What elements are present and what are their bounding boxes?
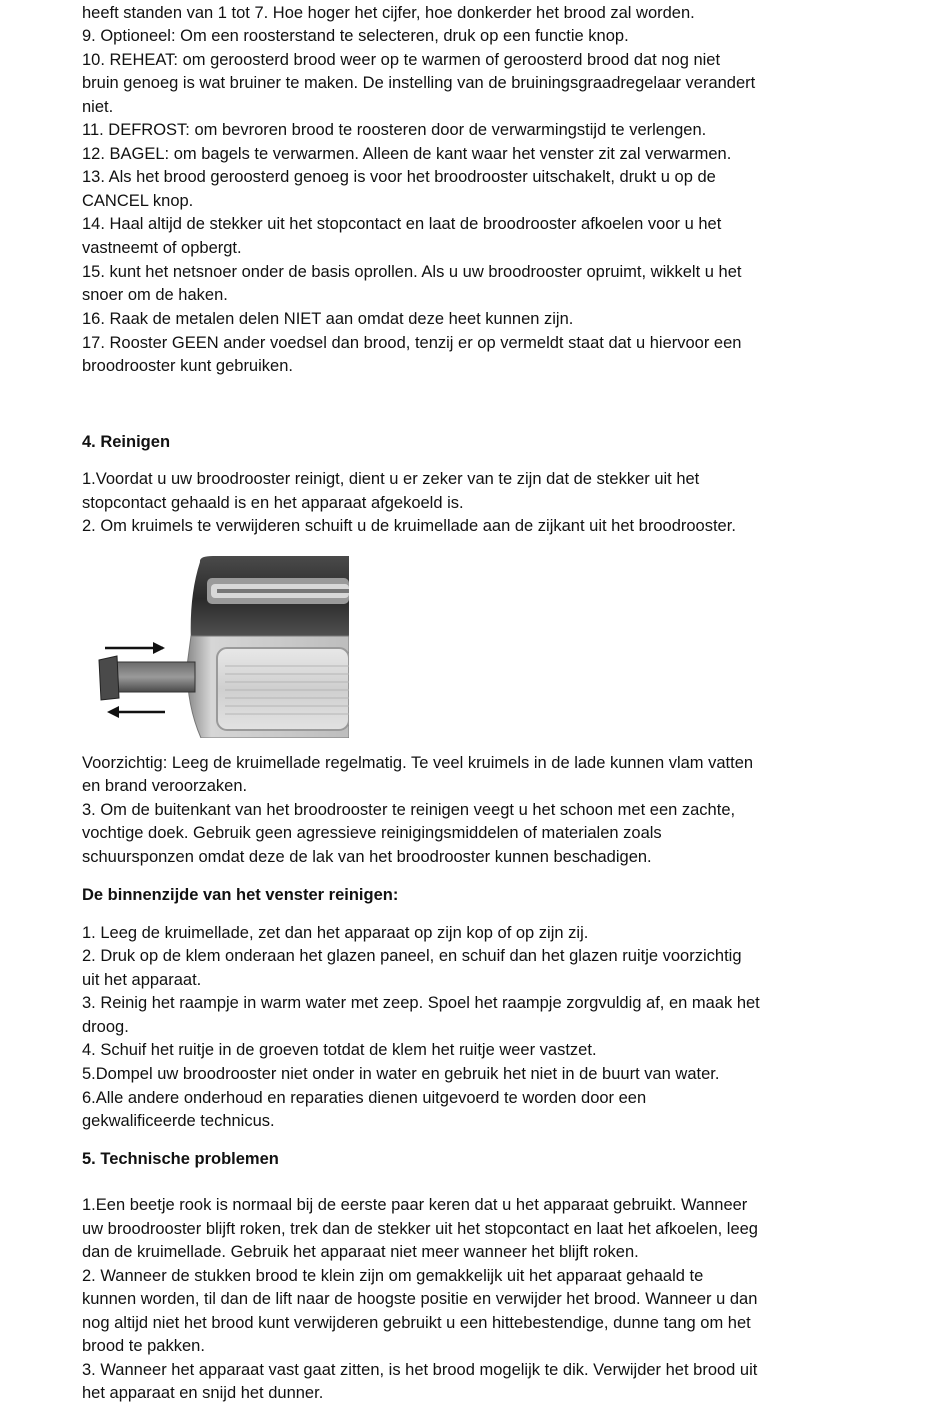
pull-out-arrow: [107, 706, 165, 718]
bread-slot-gap-shape: [217, 589, 349, 593]
section-heading-technische-problemen: 5. Technische problemen: [82, 1150, 279, 1168]
text-line: 1.Een beetje rook is normaal bij de eerste paar keren dat u het apparaat gebruikt. Wanneer: [82, 1196, 748, 1214]
text-line: uw broodrooster blijft roken, trek dan de stekker uit het stopcontact en laat het afkoelen, leeg: [82, 1220, 758, 1238]
toaster-window-shape: [217, 648, 349, 730]
text-line: 2. Wanneer de stukken brood te klein zijn om gemakkelijk uit het apparaat gehaald te: [82, 1267, 704, 1285]
text-line: CANCEL knop.: [82, 192, 194, 210]
text-line: broodrooster kunt gebruiken.: [82, 357, 293, 375]
crumb-tray-shape: [117, 662, 195, 692]
text-line: schuursponzen omdat deze de lak van het broodrooster kunnen beschadigen.: [82, 848, 652, 866]
text-line: stopcontact gehaald is en het apparaat afgekoeld is.: [82, 494, 464, 512]
text-line: kunnen worden, til dan de lift naar de hoogste positie en verwijder het brood. Wanneer u dan: [82, 1290, 758, 1308]
text-line: 2. Druk op de klem onderaan het glazen paneel, en schuif dan het glazen ruitje voorzichtig: [82, 947, 742, 965]
text-line: niet.: [82, 98, 114, 116]
text-line: 12. BAGEL: om bagels te verwarmen. Alleen de kant waar het venster zit zal verwarmen.: [82, 145, 732, 163]
text-line: 15. kunt het netsnoer onder de basis oprollen. Als u uw broodrooster opruimt, wikkelt u het: [82, 263, 742, 281]
crumb-tray-illustration: [95, 556, 349, 738]
text-line: 14. Haal altijd de stekker uit het stopcontact en laat de broodrooster afkoelen voor u het: [82, 215, 722, 233]
text-line: het apparaat en snijd het dunner.: [82, 1384, 324, 1402]
text-line: vastneemt of opbergt.: [82, 239, 242, 257]
text-line: bruin genoeg is wat bruiner te maken. De instelling van de bruiningsgraadregelaar verandert: [82, 74, 756, 92]
text-line: 6.Alle andere onderhoud en reparaties dienen uitgevoerd te worden door een: [82, 1089, 647, 1107]
text-line: 10. REHEAT: om geroosterd brood weer op te warmen of geroosterd brood dat nog niet: [82, 51, 721, 69]
text-line: 2. Om kruimels te verwijderen schuift u de kruimellade aan de zijkant uit het broodrooster.: [82, 517, 736, 535]
text-line: 1.Voordat u uw broodrooster reinigt, dient u er zeker van te zijn dat de stekker uit het: [82, 470, 700, 488]
text-line: 1. Leeg de kruimellade, zet dan het apparaat op zijn kop of op zijn zij.: [82, 924, 589, 942]
text-line: brood te pakken.: [82, 1337, 205, 1355]
text-line: 4. Schuif het ruitje in de groeven totdat de klem het ruitje weer vastzet.: [82, 1041, 597, 1059]
section-heading-reinigen: 4. Reinigen: [82, 433, 171, 451]
text-line: 13. Als het brood geroosterd genoeg is voor het broodrooster uitschakelt, drukt u op de: [82, 168, 716, 186]
text-line: 3. Om de buitenkant van het broodrooster te reinigen veegt u het schoon met een zachte,: [82, 801, 736, 819]
text-line: 3. Wanneer het apparaat vast gaat zitten, is het brood mogelijk te dik. Verwijder het brood uit: [82, 1361, 758, 1379]
text-line: 3. Reinig het raampje in warm water met zeep. Spoel het raampje zorgvuldig af, en maak het: [82, 994, 760, 1012]
text-line: snoer om de haken.: [82, 286, 228, 304]
subheading-window-cleaning: De binnenzijde van het venster reinigen:: [82, 886, 399, 904]
crumb-tray-handle-shape: [99, 656, 119, 700]
text-line: 5.Dompel uw broodrooster niet onder in water en gebruik het niet in de buurt van water.: [82, 1065, 720, 1083]
text-line: heeft standen van 1 tot 7. Hoe hoger het cijfer, hoe donkerder het brood zal worden.: [82, 4, 695, 22]
push-in-arrow: [105, 642, 165, 654]
text-line: vochtige doek. Gebruik geen agressieve reinigingsmiddelen of materialen zoals: [82, 824, 662, 842]
text-line: 16. Raak de metalen delen NIET aan omdat deze heet kunnen zijn.: [82, 310, 574, 328]
text-line: Voorzichtig: Leeg de kruimellade regelmatig. Te veel kruimels in de lade kunnen vlam vatten: [82, 754, 754, 772]
text-line: 17. Rooster GEEN ander voedsel dan brood, tenzij er op vermeldt staat dat u hiervoor een: [82, 334, 742, 352]
text-line: en brand veroorzaken.: [82, 777, 248, 795]
text-line: dan de kruimellade. Gebruik het apparaat niet meer wanneer het blijft roken.: [82, 1243, 639, 1261]
text-line: droog.: [82, 1018, 129, 1036]
text-line: uit het apparaat.: [82, 971, 202, 989]
text-line: 11. DEFROST: om bevroren brood te roosteren door de verwarmingstijd te verlengen.: [82, 121, 707, 139]
text-line: 9. Optioneel: Om een roosterstand te selecteren, druk op een functie knop.: [82, 27, 629, 45]
text-line: gekwalificeerde technicus.: [82, 1112, 275, 1130]
text-line: nog altijd niet het brood kunt verwijderen gebruikt u een hittebestendige, dunne tang om het: [82, 1314, 751, 1332]
